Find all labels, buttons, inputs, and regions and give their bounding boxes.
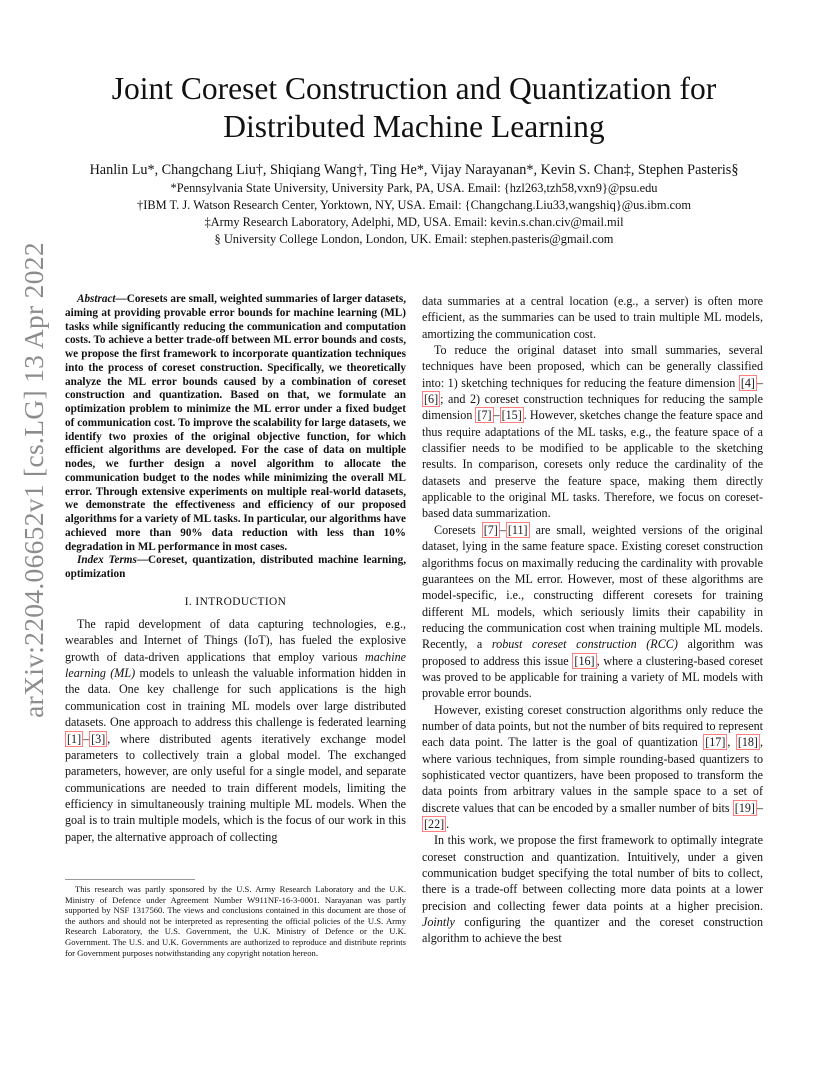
author-list: Hanlin Lu*, Changchang Liu†, Shiqiang Wang†, Ting He*, Vijay Narayanan*, Kevin S. Chan‡, Stephen Pasteris§ [89,162,739,178]
text-run: , where various techniques, from simple rounding-based quantizers to sophisticated vector quantizers, have been proposed to transform the data points from arbitrary values in the sample space to a set of discrete values that can be encoded by a smaller number of bits [422,735,763,815]
text-run: The rapid development of data capturing technologies, e.g., wearables and Internet of Things (IoT), has fueled the explosive growth of data-driven applications that employ various [65,617,406,664]
emphasis-ml: machine learning (ML) [65,649,406,681]
text-run: models to unleash the valuable information hidden in the data. One key challenge for such applications is the high communication cost in training ML models over large distributed datasets. One approach to address this challenge is federated learning [65,666,406,730]
affiliation-ucl: § University College London, London, UK. Email: stephen.pasteris@gmail.com [214,232,614,246]
citation-link[interactable]: [19] [734,800,755,815]
emphasis-jointly: Jointly [422,915,455,930]
citation-link[interactable]: [7] [483,522,498,537]
citation-link[interactable]: [22] [424,817,445,831]
citation-link[interactable]: [4] [740,375,755,390]
citation-link[interactable]: [15] [501,408,522,423]
title-line-1: Joint Coreset Construction and Quantization for [111,71,717,106]
index-terms [65,554,406,582]
citation-link[interactable]: [16] [574,653,595,668]
citation-link[interactable]: [6] [424,392,439,407]
index-terms-text: —Coreset, quantization, distributed machine learning, optimization [65,554,406,580]
abstract-text: —Coresets are small, weighted summaries of larger datasets, aiming at providing provable error bounds for machine learning (ML) tasks while significantly reducing the communication and computation costs. To achieve a better trade-off between ML error bounds and costs, we propose the first framework to incorporate quantization techniques into the process of coreset construction. Specifically, we theoretically analyze the ML error bounds caused by a combination of coreset construction and quantization. Based on that, we formulate an optimization problem to minimize the ML error under a fixed budget of communication cost. To improve the scalability for large datasets, we identify two proxies of the original objective function, for which efficient algorithms are developed. For the case of data on multiple nodes, we further design a novel algorithm to allocate the communication budget to the nodes while minimizing the overall ML error. Through extensive experiments on multiple real-world datasets, we demonstrate the effectiveness and efficiency of our proposed algorithms for a variety of ML tasks. In particular, our algorithms have achieved more than 90% data reduction with less than 10% degradation in ML performance in most cases. [65,293,406,553]
text-run: are small, weighted versions of the original dataset, lying in the same feature space. Existing coreset construction algorithms focus on maximally reducing the cardinality with provable guarantees on the ML error. However, most of these algorithms are model-specific, i.e., constructing different coresets for training different ML models, which seriously limits their capability in reducing the communication cost when training multiple ML models. Recently, a [422,522,763,652]
intro-paragraph-1 [65,616,406,845]
text-run: configuring the quantizer and the coreset construction algorithm to achieve the best [422,915,763,946]
citation-link[interactable]: [18] [737,735,758,750]
citation-link[interactable]: [1] [67,731,82,746]
affiliation-ibm: †IBM T. J. Watson Research Center, Yorktown, NY, USA. Email: {Changchang.Liu33,wangshiq}@us.ibm.com [137,198,691,212]
text-run: – [83,731,90,746]
emphasis-rcc: robust coreset construction (RCC) [491,637,678,652]
left-column [65,293,406,845]
text-run: algorithm was proposed to address this issue [422,637,764,668]
arxiv-identifier [14,242,54,718]
text-run: Coresets [434,522,482,537]
paper-title [60,70,768,146]
text-run: . However, sketches change the feature space and thus require adaptations of the ML tasks, e.g., the feature space of a classifier needs to be modified to be applicable to the sketching results. In comparison, coresets only reduce the cardinality of the datasets and preserve the feature space, making them directly applicable to the original ML tasks. Therefore, we focus on coreset-based data summarization. [422,408,763,521]
abstract [65,293,406,554]
citation-link[interactable]: [7] [477,408,492,423]
intro-paragraph-5 [422,832,763,946]
arxiv-identifier-text: arXiv:2204.06652v1 [cs.LG] 13 Apr 2022 [18,242,49,718]
intro-paragraph-1-continued: data summaries at a central location (e.g., a server) is often more efficient, as the summaries can be used to train multiple ML models, amortizing the communication cost. [422,294,763,341]
text-run: , [727,735,736,750]
text-run: – [493,408,500,423]
text-run: , where a clustering-based coreset was proved to be applicable for training a variety of ML models with provable error bounds. [422,653,763,701]
affiliation-arl: ‡Army Research Laboratory, Adelphi, MD, USA. Email: kevin.s.chan.civ@mail.mil [204,215,624,229]
section-heading-introduction: I. INTRODUCTION [184,595,287,608]
affiliation-psu: *Pennsylvania State University, University Park, PA, USA. Email: {hzl263,tzh58,vxn9}@psu.edu [170,181,658,195]
right-column [422,293,763,947]
citation-link[interactable]: [11] [507,522,528,537]
footnote-divider [65,879,195,880]
text-run: – [756,375,763,390]
text-run: In this work, we propose the first framework to optimally integrate coreset construction and quantization. Intuitively, under a given communication budget specifying the total number of bits to collect, there is a trade-off between collecting more data points at a lower precision and collecting fewer data points at a higher precision. [422,833,763,913]
citation-link[interactable]: [3] [91,731,106,746]
citation-link[interactable]: [17] [705,735,726,750]
funding-footnote: This research was partly sponsored by the U.S. Army Research Laboratory and the U.K. Ministry of Defence under Agreement Number W911NF-16-3-0001. Narayanan was partly supported by NSF 1317560. The views and conclusions contained in this document are those of the authors and should not be interpreted as representing the official policies of the U.S. Army Research Laboratory, the U.S. Government, the U.K. Ministry of Defence or the U.K. Government. The U.S. and U.K. Governments are authorized to reproduce and distribute reprints for Government purposes notwithstanding any copyright notation hereon. [65,884,406,958]
intro-paragraph-4 [422,702,763,833]
intro-paragraph-2 [422,342,763,522]
text-run: – [756,800,763,815]
text-run: . [446,817,450,831]
intro-paragraph-3 [422,522,763,702]
text-run: To reduce the original dataset into small summaries, several techniques have been proposed, which can be generally classified into: 1) sketching techniques for reducing the feature dimension [422,343,763,390]
text-run: ; and 2) coreset construction techniques for reducing the sample dimension [422,392,763,423]
index-terms-label: Index Terms [77,554,137,567]
abstract-label: Abstract [77,293,116,305]
text-run: However, existing coreset construction algorithms only reduce the number of data points, but not the number of bits required to represent each data point. The latter is the goal of quantization [422,702,763,750]
title-line-2: Distributed Machine Learning [223,109,605,144]
text-run: – [499,522,506,537]
text-run: , where distributed agents iteratively exchange model parameters to collectively train a global model. The exchanged parameters, however, are only useful for a single model, and separate communications are needed to train different models, limiting the efficiency in simultaneously training multiple ML models. When the goal is to train multiple models, which is the focus of our work in this paper, the alternative approach of collecting [65,731,406,844]
